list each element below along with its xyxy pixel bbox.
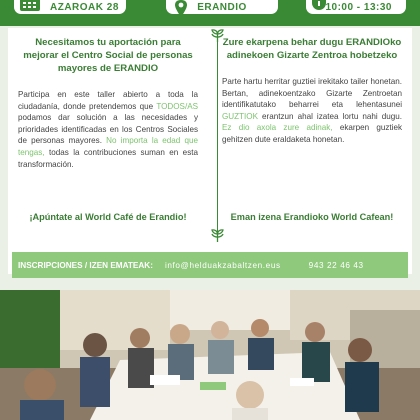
spanish-body-part: podamos dar solución a las necesidades y prioridades identificadas en los Centros Sociales de personas mayores. — [18, 113, 198, 146]
basque-body-part: erantzun ahal izatea lortu nahi dugu. — [257, 111, 402, 121]
spanish-body — [18, 89, 198, 170]
basque-column — [222, 28, 402, 222]
spanish-cta: ¡Apúntate al World Café de Erandio! — [29, 212, 187, 222]
contact-label: INSCRIPCIONES / IZEN EMATEAK: — [18, 260, 153, 270]
calendar-icon — [20, 0, 40, 11]
spanish-heading: Necesitamos tu aportación para mejorar el Centro Social de personas mayores de ERANDIO — [23, 37, 193, 74]
basque-highlight: GUZTIOK — [222, 111, 258, 121]
basque-highlight: Ez dio axola zure adinak, — [222, 123, 333, 133]
date-text: AZAROAK 28 — [50, 1, 119, 13]
spanish-highlight: No importa la edad que tengas, — [18, 136, 198, 157]
contact-phone[interactable]: 943 22 46 43 — [308, 260, 364, 270]
info-card — [8, 28, 412, 274]
spanish-body-part: Participa en este taller abierto a toda la ciudadanía, donde pretendemos que — [18, 90, 198, 111]
location-pin-icon — [172, 0, 190, 18]
basque-heading: Zure ekarpena behar dugu ERANDIOko adinekoen Gizarte Zentroa hobetzeko — [222, 37, 402, 61]
basque-body — [222, 76, 402, 146]
leaf-icon — [210, 228, 225, 243]
workshop-photo-illustration — [0, 290, 420, 420]
time-text: 10:00 - 13:30 — [325, 1, 392, 13]
column-divider — [217, 38, 218, 236]
contact-bar — [12, 252, 408, 278]
basque-body-part: Parte hartu herritar guztiei irekitako tailer honetan. Bertan, adinekoentzako Gizarte Zentroetan identifikatutako beharrei eta lehentasunei — [222, 77, 402, 110]
workshop-photo — [0, 290, 420, 420]
contact-email-link[interactable]: info@helduakzabaltzen.eus — [164, 260, 281, 270]
basque-cta: Eman izena Erandioko World Cafean! — [230, 212, 394, 222]
place-text: ERANDIO — [197, 1, 247, 13]
spanish-highlight: TODOS/AS — [156, 101, 198, 111]
basque-body-part: ekarpen guztiek gehitzen dute eraldaketa honetan. — [222, 123, 402, 144]
spanish-body-part: todas la contribuciones suman en esta transformación. — [18, 147, 198, 169]
spanish-column — [18, 28, 198, 222]
